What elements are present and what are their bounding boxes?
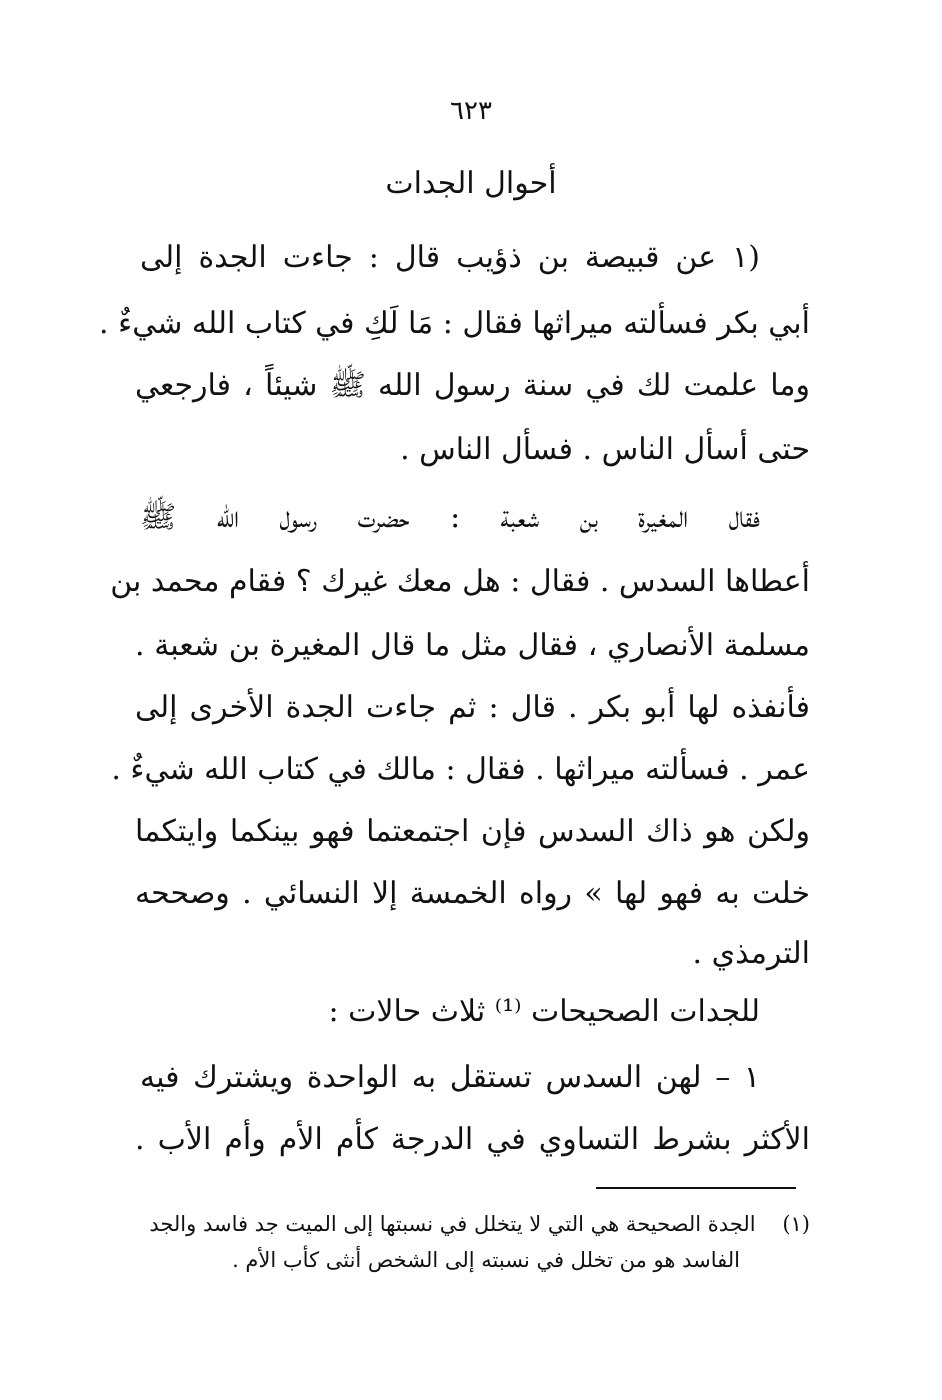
body-line-2: أبي بكر فسألته ميراثها فقال : مَا لَكِ في كتاب الله شيءٌ .	[99, 306, 810, 341]
body-line-3: وما علمت لك في سنة رسول الله ﷺ شيئاً ، فارجعي	[135, 368, 810, 403]
footnote-marker: (١)	[782, 1212, 810, 1236]
footnote-text-1: الجدة الصحيحة هي التي لا يتخلل في نسبتها إلى الميت جد فاسد والجد	[149, 1212, 756, 1236]
body-line-4: حتى أسأل الناس . فسأل الناس .	[400, 432, 810, 467]
footnote-separator	[596, 1187, 796, 1189]
body-line-10: ولكن هو ذاك السدس فإن اجتمعتما فهو بينكما وايتكما	[135, 814, 810, 849]
body-line-14: ١ – لهن السدس تستقل به الواحدة ويشترك فيه	[140, 1060, 760, 1095]
body-line-1: (١ عن قبيصة بن ذؤيب قال : جاءت الجدة إلى	[140, 240, 760, 275]
footnote-text-2: الفاسد هو من تخلل في نسبته إلى الشخص أنثى كأب الأم .	[232, 1248, 740, 1272]
body-line-12: الترمذي .	[692, 936, 810, 971]
body-line-15: الأكثر بشرط التساوي في الدرجة كأم الأم وأم الأب .	[135, 1122, 810, 1157]
body-line-5: فقال المغيرة بن شعبة : حضرت رسول الله ﷺ	[140, 500, 760, 535]
footnote-line-1	[125, 1208, 810, 1240]
body-line-8: فأنفذه لها أبو بكر . قال : ثم جاءت الجدة الأخرى إلى	[135, 690, 810, 725]
body-line-6: أعطاها السدس . فقال : هل معك غيرك ؟ فقام محمد بن	[110, 564, 810, 599]
page-number: ٦٢٣	[450, 96, 492, 126]
section-title: أحوال الجدات	[385, 166, 557, 201]
footnote-line-2	[225, 1244, 740, 1276]
body-line-13: للجدات الصحيحات ⁽¹⁾ ثلاث حالات :	[328, 994, 760, 1029]
body-line-7: مسلمة الأنصاري ، فقال مثل ما قال المغيرة بن شعبة .	[135, 628, 810, 663]
body-line-11: خلت به فهو لها » رواه الخمسة إلا النسائي . وصححه	[135, 876, 810, 911]
body-line-9: عمر . فسألته ميراثها . فقال : مالك في كتاب الله شيءٌ .	[111, 752, 810, 787]
